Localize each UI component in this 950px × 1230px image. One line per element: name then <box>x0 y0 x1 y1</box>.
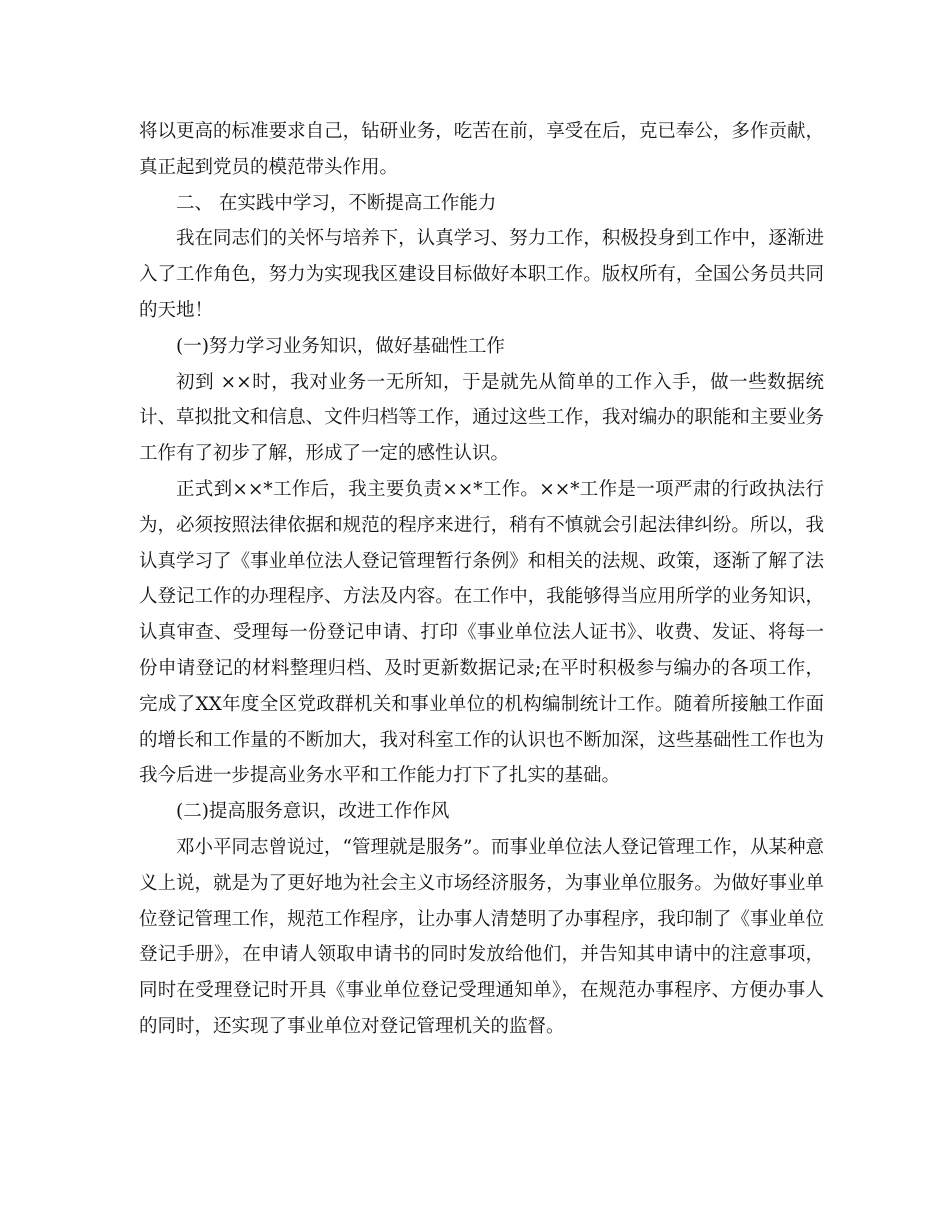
paragraph: 正式到××*工作后，我主要负责××*工作。××*工作是一项严肃的行政执法行为，必须按照法律依据和规范的程序来进行，稍有不慎就会引起法律纠纷。所以，我认真学习了《事业单位法人登记管理暂行条例》和相关的法规、政策，逐渐了解了法人登记工作的办理程序、方法及内容。在工作中，我能够得当应用所学的业务知识，认真审查、受理每一份登记申请、打印《事业单位法人证书》、收费、发证、将每一份申请登记的材料整理归档、及时更新数据记录;在平时积极参与编办的各项工作， 完成了XX年度全区党政群机关和事业单位的机构编制统计工作。随着所接触工作面的增长和工作量的不断加大，我对科室工作的认识也不断加深，这些基础性工作也为我今后进一步提高业务水平和工作能力打下了扎实的基础。 <box>139 478 824 787</box>
paragraph: 邓小平同志曾说过，“管理就是服务”。而事业单位法人登记管理工作，从某种意义上说，就是为了更好地为社会主义市场经济服务，为事业单位服务。为做好事业单位登记管理工作，规范工作程序，让办事人清楚明了办事程序，我印制了《事业单位登记手册》，在申请人领取申请书的同时发放给他们，并告知其申请中的注意事项，同时在受理登记时开具《事业单位登记受理通知单》，在规范办事程序、方便办事人的同时，还实现了事业单位对登记管理机关的监督。 <box>139 836 824 1037</box>
subsection-heading-1: (一)努力学习业务知识，做好基础性工作 <box>176 335 505 357</box>
document-body <box>139 114 824 1045</box>
paragraph: 我在同志们的关怀与培养下，认真学习、努力工作，积极投身到工作中，逐渐进入了工作角色，努力为实现我区建设目标做好本职工作。版权所有，全国公务员共同的天地！ <box>139 228 824 321</box>
subsection-heading-2: (二)提高服务意识，改进工作作风 <box>176 801 450 823</box>
paragraph: 初到 ××时，我对业务一无所知，于是就先从简单的工作入手，做一些数据统计、草拟批文和信息、文件归档等工作，通过这些工作，我对编办的职能和主要业务工作有了初步了解，形成了一定的感性认识。 <box>139 371 824 465</box>
paragraph-continuation: 将以更高的标准要求自己，钻研业务，吃苦在前，享受在后，克已奉公，多作贡献，真正起到党员的模范带头作用。 <box>139 121 824 178</box>
section-heading-2: 二、 在实践中学习，不断提高工作能力 <box>176 192 497 214</box>
